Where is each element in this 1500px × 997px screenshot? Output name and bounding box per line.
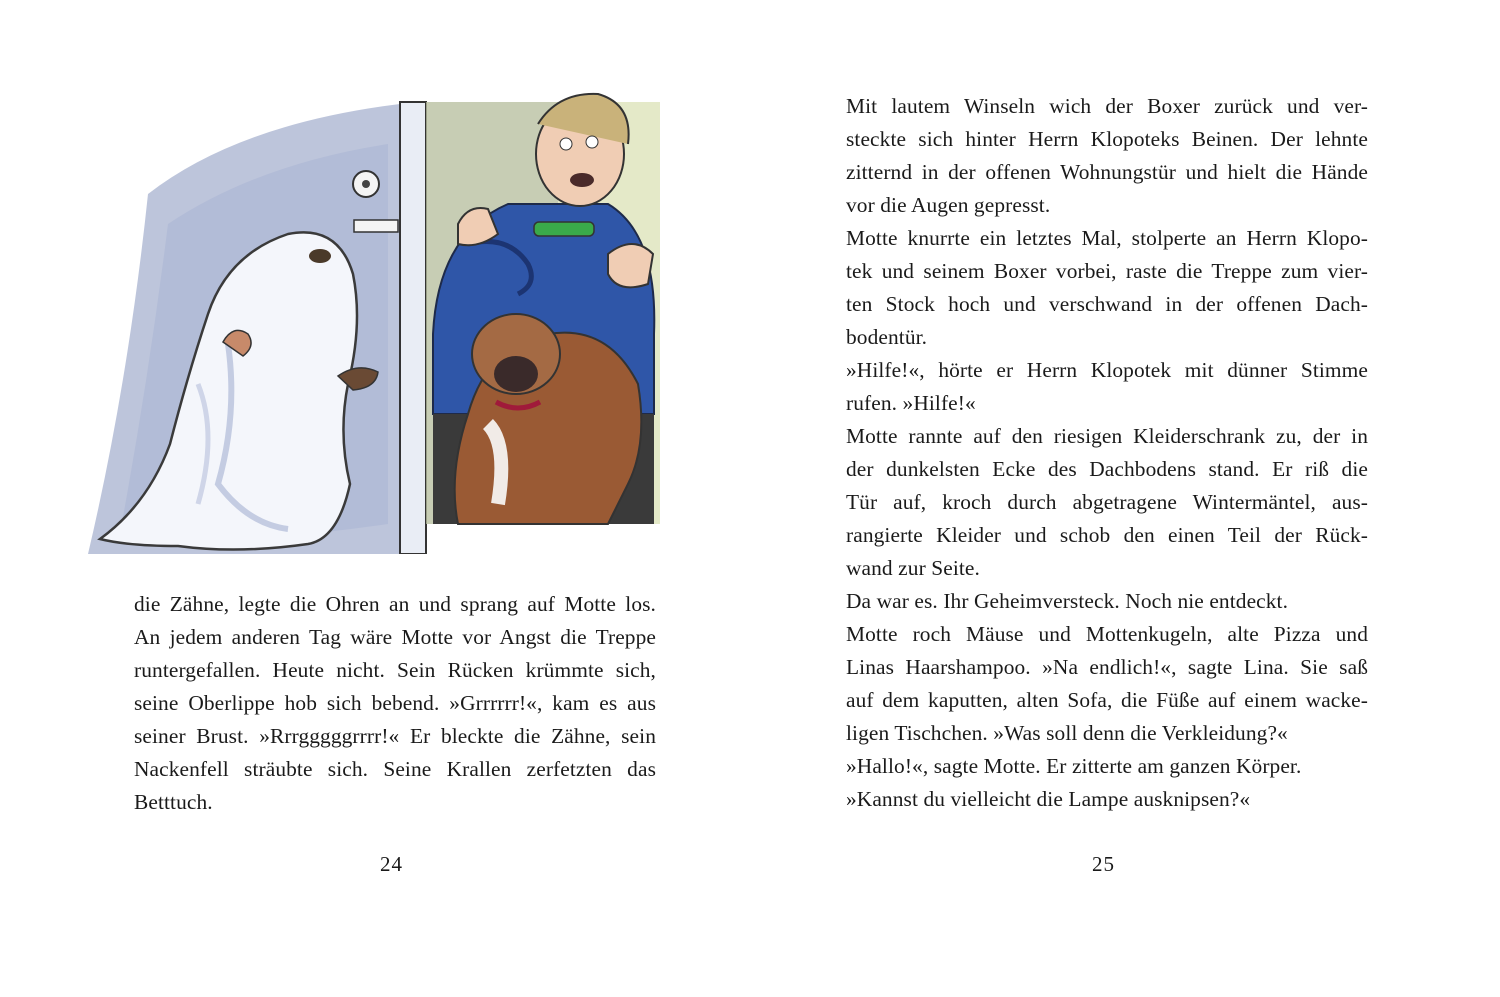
text-line: An jedem anderen Tag wäre Motte vor Angst die Treppe (134, 625, 656, 649)
text-line: Da war es. Ihr Geheimversteck. Noch nie entdeckt. (846, 589, 1289, 613)
text-line: »Hallo!«, sagte Motte. Er zitterte am ganzen Körper. (846, 754, 1302, 778)
text-line: vor die Augen gepresst. (846, 193, 1051, 217)
text-line: Motte roch Mäuse und Mottenkugeln, alte Pizza und (846, 622, 1368, 646)
text-line: bodentür. (846, 325, 928, 349)
watercolor-illustration (88, 84, 668, 554)
text-line: seiner Brust. »Rrrgggggrrrr!« Er bleckte die Zähne, sein (134, 724, 656, 748)
text-line: runtergefallen. Heute nicht. Sein Rücken krümmte sich, (134, 658, 656, 682)
text-line: zitternd in der offenen Wohnungstür und hielt die Hände (846, 160, 1368, 184)
boxer-dog-muzzle (494, 356, 538, 392)
door-frame (400, 102, 426, 554)
text-line: Nackenfell sträubte sich. Seine Krallen zerfetzten das (134, 757, 656, 781)
text-line: rangierte Kleider und schob den einen Teil der Rück- (846, 523, 1368, 547)
text-line: ten Stock hoch und verschwand in der offenen Dach- (846, 292, 1368, 316)
right-page (750, 0, 1500, 997)
text-line: wand zur Seite. (846, 556, 980, 580)
text-line: Motte knurrte ein letztes Mal, stolperte an Herrn Klopo- (846, 226, 1368, 250)
text-line: seine Oberlippe hob sich bebend. »Grrrrrr!«, kam es aus (134, 691, 656, 715)
text-line: der dunkelsten Ecke des Dachbodens stand. Er riß die (846, 457, 1368, 481)
man-eye-right (586, 136, 598, 148)
man-mouth (570, 173, 594, 187)
text-line: ligen Tischchen. »Was soll denn die Verkleidung?« (846, 721, 1288, 745)
text-line: tek und seinem Boxer vorbei, raste die Treppe zum vier- (846, 259, 1368, 283)
left-page-text (134, 588, 656, 819)
text-line: rufen. »Hilfe!« (846, 391, 976, 415)
text-line: Mit lautem Winseln wich der Boxer zurück und ver- (846, 94, 1368, 118)
text-line: Motte rannte auf den riesigen Kleiderschrank zu, der in (846, 424, 1368, 448)
ghost-eye (309, 249, 331, 263)
text-line: »Hilfe!«, hörte er Herrn Klopotek mit dünner Stimme (846, 358, 1368, 382)
text-line: »Kannst du vielleicht die Lampe ausknipsen?« (846, 787, 1251, 811)
doorbell-button (362, 180, 370, 188)
text-line: die Zähne, legte die Ohren an und sprang auf Motte los. (134, 592, 656, 616)
text-line: Linas Haarshampoo. »Na endlich!«, sagte Lina. Sie saß (846, 655, 1368, 679)
green-bottle (534, 222, 594, 236)
man-hand-right (608, 244, 653, 287)
page-number-right: 25 (1092, 852, 1115, 876)
page-number-left: 24 (380, 852, 403, 876)
name-plate (354, 220, 398, 232)
right-page-text (846, 90, 1368, 816)
text-line: steckte sich hinter Herrn Klopoteks Beinen. Der lehnte (846, 127, 1368, 151)
text-line: Betttuch. (134, 790, 213, 814)
man-eye-left (560, 138, 572, 150)
text-line: auf dem kaputten, alten Sofa, die Füße auf einem wacke- (846, 688, 1368, 712)
text-line: Tür auf, kroch durch abgetragene Wintermäntel, aus- (846, 490, 1368, 514)
